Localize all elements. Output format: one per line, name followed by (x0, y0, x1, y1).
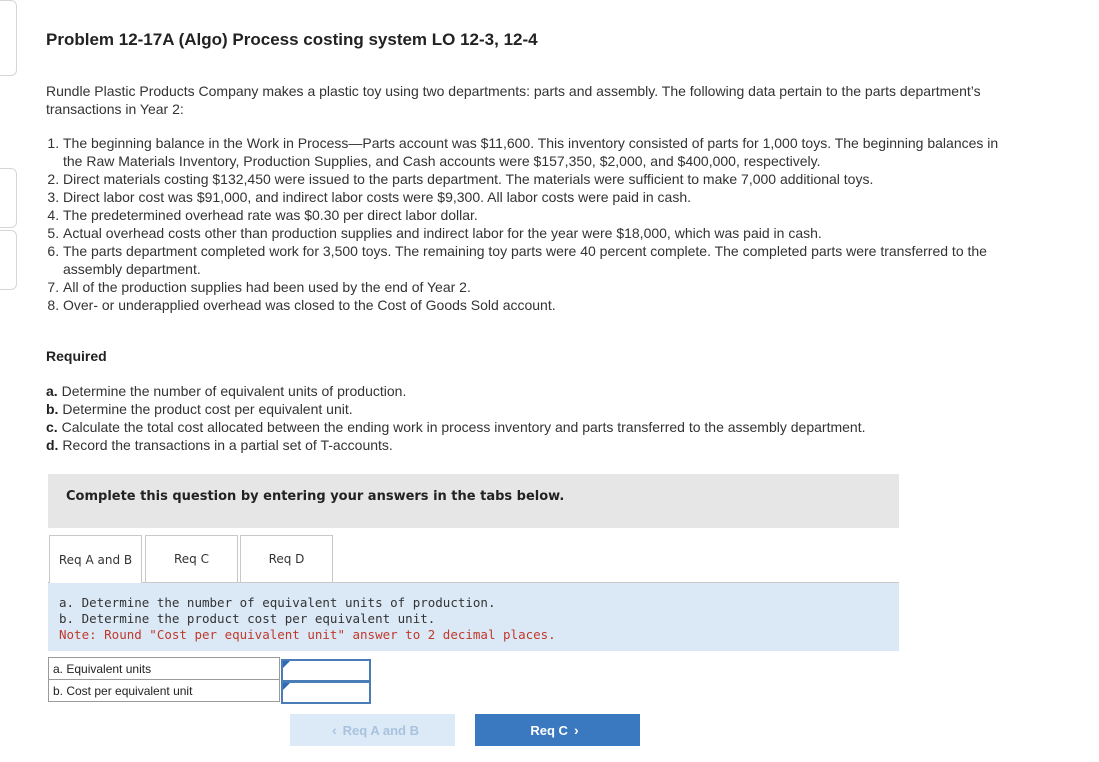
required-text: Determine the number of equivalent units of production. (57, 383, 407, 399)
equivalent-units-input-box (281, 659, 371, 682)
list-item: 1. The beginning balance in the Work in Process—Parts account was $11,600. This inventory consisted of parts for 1,000 toys. The beginning balances in the Raw Materials Inventory, Production Supplies, and Cash accounts were $157,350, $2,000, and $400,000, respectively. (63, 134, 1013, 170)
side-panel-tab-3[interactable] (0, 230, 17, 290)
table-row (49, 658, 371, 680)
problem-intro: Rundle Plastic Products Company makes a plastic toy using two departments: parts and assembly. The following data pertain to the parts department’s transactions in Year 2: (46, 83, 981, 117)
required-text: Calculate the total cost allocated between the ending work in process inventory and parts transferred to the assembly department. (57, 419, 866, 435)
required-item-b (46, 400, 1046, 418)
required-item-a (46, 382, 1046, 400)
table-row (49, 680, 371, 702)
input-marker-icon (283, 661, 290, 668)
problem-title: Problem 12-17A (Algo) Process costing system LO 12-3, 12-4 (46, 30, 538, 49)
cost-per-unit-input-box (281, 681, 371, 704)
instruction-banner (48, 474, 899, 528)
list-item: 8. Over- or underapplied overhead was closed to the Cost of Goods Sold account. (63, 296, 1013, 314)
required-letter: b. (46, 401, 59, 417)
answer-table (48, 657, 371, 702)
list-item: 3. Direct labor cost was $91,000, and indirect labor costs were $9,300. All labor costs were paid in cash. (63, 188, 1013, 206)
row-label: a. Equivalent units (49, 658, 280, 680)
required-letter: c. (46, 419, 58, 435)
required-list (46, 382, 1046, 454)
tab-bar (48, 535, 899, 583)
chevron-right-icon: › (573, 722, 579, 738)
required-item-d (46, 436, 1046, 454)
list-item: 5. Actual overhead costs other than production supplies and indirect labor for the year were $18,000, which was paid in cash. (63, 224, 1013, 242)
tab-req-c[interactable]: Req C (145, 535, 238, 582)
required-letter: d. (46, 437, 59, 453)
data-list (46, 134, 1013, 314)
tab-req-a-and-b[interactable]: Req A and B (49, 535, 142, 583)
tab-req-d[interactable]: Req D (240, 535, 333, 582)
banner-text: Complete this question by entering your answers in the tabs below. (66, 489, 565, 504)
side-panel-tab-2[interactable] (0, 168, 17, 228)
required-letter: a. (46, 383, 58, 399)
required-text: Determine the product cost per equivalent unit. (58, 401, 353, 417)
instruction-line-a: a. Determine the number of equivalent units of production. (59, 595, 496, 610)
required-item-c (46, 418, 1046, 436)
rounding-note: Note: Round "Cost per equivalent unit" answer to 2 decimal places. (59, 627, 556, 642)
next-button[interactable] (475, 714, 640, 746)
prev-button-label: Req A and B (342, 722, 419, 738)
list-item: 2. Direct materials costing $132,450 were issued to the parts department. The materials were sufficient to make 7,000 additional toys. (63, 170, 1013, 188)
cost-per-unit-input[interactable] (283, 683, 369, 702)
prev-button[interactable] (290, 714, 455, 746)
list-item: 7. All of the production supplies had been used by the end of Year 2. (63, 278, 1013, 296)
answer-cell (280, 680, 371, 702)
required-heading: Required (46, 348, 107, 364)
next-button-label: Req C (530, 722, 568, 738)
instructions-panel (48, 583, 899, 651)
list-item: 4. The predetermined overhead rate was $0.30 per direct labor dollar. (63, 206, 1013, 224)
row-label: b. Cost per equivalent unit (49, 680, 280, 702)
list-item: 6. The parts department completed work for 3,500 toys. The remaining toy parts were 40 percent complete. The completed parts were transferred to the assembly department. (63, 242, 1013, 278)
input-marker-icon (283, 683, 290, 690)
chevron-left-icon: ‹ (332, 722, 337, 738)
instruction-line-b: b. Determine the product cost per equivalent unit. (59, 611, 436, 626)
answer-cell (280, 658, 371, 680)
required-text: Record the transactions in a partial set of T-accounts. (58, 437, 393, 453)
equivalent-units-input[interactable] (283, 661, 369, 680)
side-panel-tab-1[interactable] (0, 0, 17, 76)
